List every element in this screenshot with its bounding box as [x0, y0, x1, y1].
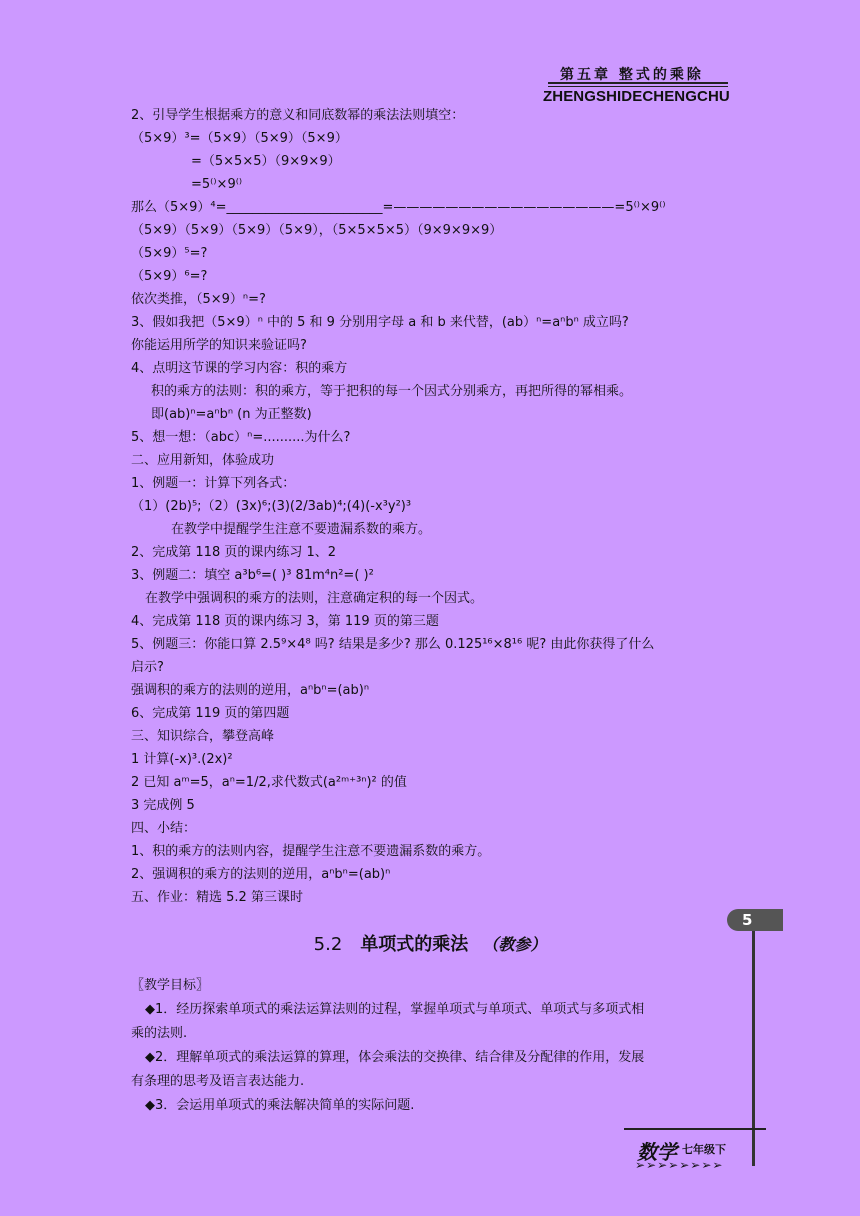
text-line: 1、积的乘方的法则内容，提醒学生注意不要遗漏系数的乘方。 — [131, 844, 491, 859]
text-line: 5、例题三：你能口算 2.5⁹×4⁸ 吗? 结果是多少? 那么 0.125¹⁶×8¹⁶ 呢? 由此你获得了什么 — [131, 637, 655, 652]
text-line: 6、完成第 119 页的第四题 — [131, 706, 290, 721]
header-rule-thin — [548, 86, 728, 87]
text-line: 三、知识综合，攀登高峰 — [131, 729, 275, 744]
text-line: 积的乘方的法则：积的乘方，等于把积的每一个因式分别乘方，再把所得的幂相乘。 — [151, 384, 633, 399]
objective-line: 有条理的思考及语言表达能力. — [131, 1074, 305, 1089]
text-line: 4、点明这节课的学习内容：积的乘方 — [131, 361, 348, 376]
text-line: 2、引导学生根据乘方的意义和同底数幂的乘法法则填空： — [131, 108, 465, 123]
objective-line: ◆1．经历探索单项式的乘法运算法则的过程，掌握单项式与单项式、单项式与多项式相 — [145, 1002, 645, 1017]
lesson-body — [131, 104, 731, 909]
text-line: 在教学中提醒学生注意不要遗漏系数的乘方。 — [171, 522, 432, 537]
text-line: 依次类推，（5×9）ⁿ=? — [131, 292, 266, 307]
text-line: 3 完成例 5 — [131, 798, 195, 813]
text-line: 2 已知 aᵐ=5，aⁿ=1/2,求代数式(a²ᵐ⁺³ⁿ)² 的值 — [131, 775, 407, 790]
text-line: 你能运用所学的知识来验证吗? — [131, 338, 307, 353]
text-line: （1）(2b)⁵;（2）(3x)⁶;(3)(2/3ab)⁴;(4)(-x³y²)³ — [131, 499, 412, 514]
text-line: 即(ab)ⁿ=aⁿbⁿ (n 为正整数) — [151, 407, 312, 422]
section-note: （教参） — [482, 935, 547, 954]
objectives — [131, 974, 731, 1118]
text-line: 4、完成第 118 页的课内练习 3，第 119 页的第三题 — [131, 614, 439, 629]
section-title — [0, 930, 860, 956]
footer-arrows: ➢➢➢➢➢➢➢➢ — [635, 1158, 724, 1172]
text-line: 那么（5×9）⁴=________________________=—————————————————=5⁽⁾×9⁽⁾ — [131, 200, 666, 215]
chapter-header: 第五章 整式的乘除 — [560, 67, 704, 83]
text-line: 启示? — [131, 660, 164, 675]
page-tab — [727, 909, 783, 931]
chapter-pinyin: ZHENGSHIDECHENGCHU — [543, 88, 730, 105]
text-line: 四、小结： — [131, 821, 197, 836]
text-line: =（5×5×5）（9×9×9） — [191, 154, 341, 169]
text-line: 2、完成第 118 页的课内练习 1、2 — [131, 545, 337, 560]
text-line: （5×9）⁵=? — [131, 246, 208, 261]
page-number: 5 — [742, 911, 753, 929]
text-line: 1 计算(-x)³.(2x)² — [131, 752, 233, 767]
text-line: 五、作业：精选 5.2 第三课时 — [131, 890, 303, 905]
footer-grade: 七年级下 — [682, 1143, 726, 1156]
objective-line: 乘的法则. — [131, 1026, 188, 1041]
text-line: 在教学中强调积的乘方的法则，注意确定积的每一个因式。 — [145, 591, 484, 606]
objective-line: ◆3．会运用单项式的乘法解决简单的实际问题. — [145, 1098, 415, 1113]
margin-bar — [752, 931, 755, 1166]
header-rule — [548, 82, 728, 84]
objectives-heading: 〖教学目标〗 — [131, 978, 210, 993]
section-number: 5.2 — [313, 934, 343, 955]
text-line: 2、强调积的乘方的法则的逆用，aⁿbⁿ=(ab)ⁿ — [131, 867, 391, 882]
text-line: 5、想一想：（abc）ⁿ=..........为什么? — [131, 430, 351, 445]
text-line: 3、例题二：填空 a³b⁶=( )³ 81m⁴n²=( )² — [131, 568, 374, 583]
text-line: 1、例题一：计算下列各式： — [131, 476, 296, 491]
text-line: 强调积的乘方的法则的逆用，aⁿbⁿ=(ab)ⁿ — [131, 683, 370, 698]
text-line: （5×9）⁶=? — [131, 269, 208, 284]
footer-rule — [624, 1128, 766, 1130]
text-line: 3、假如我把（5×9）ⁿ 中的 5 和 9 分别用字母 a 和 b 来代替，(ab）ⁿ=aⁿbⁿ 成立吗? — [131, 315, 629, 330]
section-name: 单项式的乘法 — [360, 934, 469, 955]
text-line: =5⁽⁾×9⁽⁾ — [191, 177, 243, 192]
text-line: （5×9）（5×9）（5×9）（5×9），（5×5×5×5）（9×9×9×9） — [131, 223, 503, 238]
text-line: （5×9）³=（5×9）（5×9）（5×9） — [131, 131, 348, 146]
objective-line: ◆2．理解单项式的乘法运算的算理，体会乘法的交换律、结合律及分配律的作用，发展 — [145, 1050, 645, 1065]
text-line: 二、应用新知，体验成功 — [131, 453, 275, 468]
footer-book-title: 数学 — [637, 1140, 677, 1164]
